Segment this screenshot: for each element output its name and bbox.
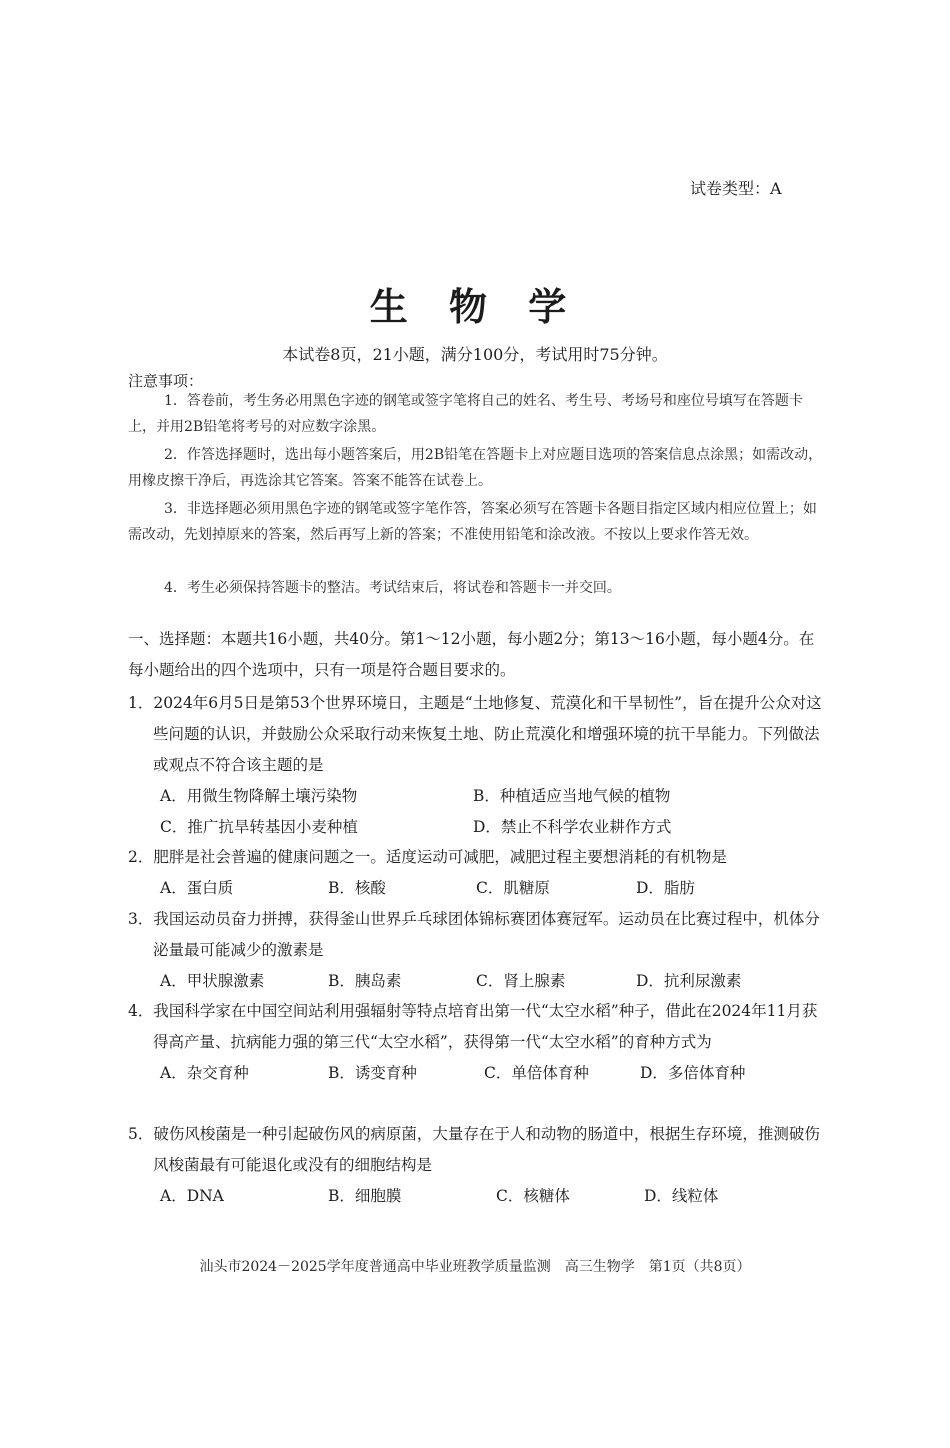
question-3 (128, 904, 828, 997)
page-title: 生 物 学 (369, 284, 581, 329)
option-a: A．蛋白质 (160, 879, 234, 897)
option-b: B．诱变育种 (328, 1064, 417, 1082)
option-d: D．线粒体 (644, 1187, 719, 1205)
question-stem: 3．我国运动员奋力拼搏，获得釜山世界乒乓球团体锦标赛团体赛冠军。运动员在比赛过程中，机体分泌量最可能减少的激素是 (128, 910, 820, 959)
question-stem: 2．肥胖是社会普遍的健康问题之一。适度运动可减肥，减肥过程主要想消耗的有机物是 (128, 848, 727, 866)
question-stem: 5．破伤风梭菌是一种引起破伤风的病原菌，大量存在于人和动物的肠道中，根据生存环境，推测破伤风梭菌最有可能退化或没有的细胞结构是 (128, 1125, 820, 1174)
option-a: A．杂交育种 (160, 1064, 249, 1082)
question-5 (128, 1119, 828, 1212)
question-2 (128, 842, 828, 904)
option-c: C．肌糖原 (476, 879, 550, 897)
notice-item: 1．答卷前，考生务必用黑色字迹的钢笔或签字笔将自己的姓名、考生号、考场号和座位号填写在答题卡上，并用2B铅笔将考号的对应数字涂黑。 (128, 393, 803, 435)
notice-item: 2．作答选择题时，选出每小题答案后，用2B铅笔在答题卡上对应题目选项的答案信息点涂黑；如需改动，用橡皮擦干净后，再选涂其它答案。答案不能答在试卷上。 (128, 447, 823, 489)
notice-item: 3．非选择题必须用黑色字迹的钢笔或签字笔作答，答案必须写在答题卡各题目指定区域内相应位置上；如需改动，先划掉原来的答案，然后再写上新的答案；不准使用铅笔和涂改液。不按以上要求作答无效。 (128, 501, 817, 543)
option-a: A．甲状腺激素 (160, 972, 265, 990)
option-c: C．推广抗旱转基因小麦种植 (160, 818, 358, 836)
option-c: C．核糖体 (496, 1187, 570, 1205)
notice-heading: 注意事项： (128, 372, 204, 390)
option-d: D．抗利尿激素 (636, 972, 742, 990)
option-a: A．用微生物降解土壤污染物 (160, 787, 358, 805)
option-d: D．脂肪 (636, 879, 695, 897)
option-b: B．核酸 (328, 879, 386, 897)
paper-type-label: 试卷类型：A (690, 179, 782, 198)
question-stem: 4．我国科学家在中国空间站利用强辐射等特点培育出第一代“太空水稻”种子，借此在2024年11月获得高产量、抗病能力强的第三代“太空水稻”，获得第一代“太空水稻”的育种方式为 (128, 1002, 818, 1051)
option-a: A．DNA (160, 1187, 224, 1205)
question-1 (128, 688, 828, 843)
page-footer: 汕头市2024－2025学年度普通高中毕业班教学质量监测 高三生物学 第1页（共8页） (199, 1259, 751, 1275)
option-d: D．多倍体育种 (640, 1064, 746, 1082)
option-d: D．禁止不科学农业耕作方式 (473, 818, 672, 836)
option-b: B．种植适应当地气候的植物 (473, 787, 671, 805)
option-c: C．肾上腺素 (476, 972, 566, 990)
option-b: B．细胞膜 (328, 1187, 402, 1205)
question-4 (128, 996, 828, 1089)
option-b: B．胰岛素 (328, 972, 402, 990)
option-c: C．单倍体育种 (484, 1064, 589, 1082)
question-stem: 1．2024年6月5日是第53个世界环境日，主题是“土地修复、荒漠化和干旱韧性”，旨在提升公众对这些问题的认识，并鼓励公众采取行动来恢复土地、防止荒漠化和增强环境的抗干旱能力。下列做法或观点不符合该主题的是 (128, 694, 822, 774)
section-intro: 一、选择题：本题共16小题，共40分。第1～12小题，每小题2分；第13～16小题，每小题4分。在每小题给出的四个选项中，只有一项是符合题目要求的。 (128, 630, 815, 679)
exam-info: 本试卷8页，21小题，满分100分，考试用时75分钟。 (282, 345, 668, 364)
notice-item: 4．考生必须保持答题卡的整洁。考试结束后，将试卷和答题卡一并交回。 (164, 580, 621, 596)
